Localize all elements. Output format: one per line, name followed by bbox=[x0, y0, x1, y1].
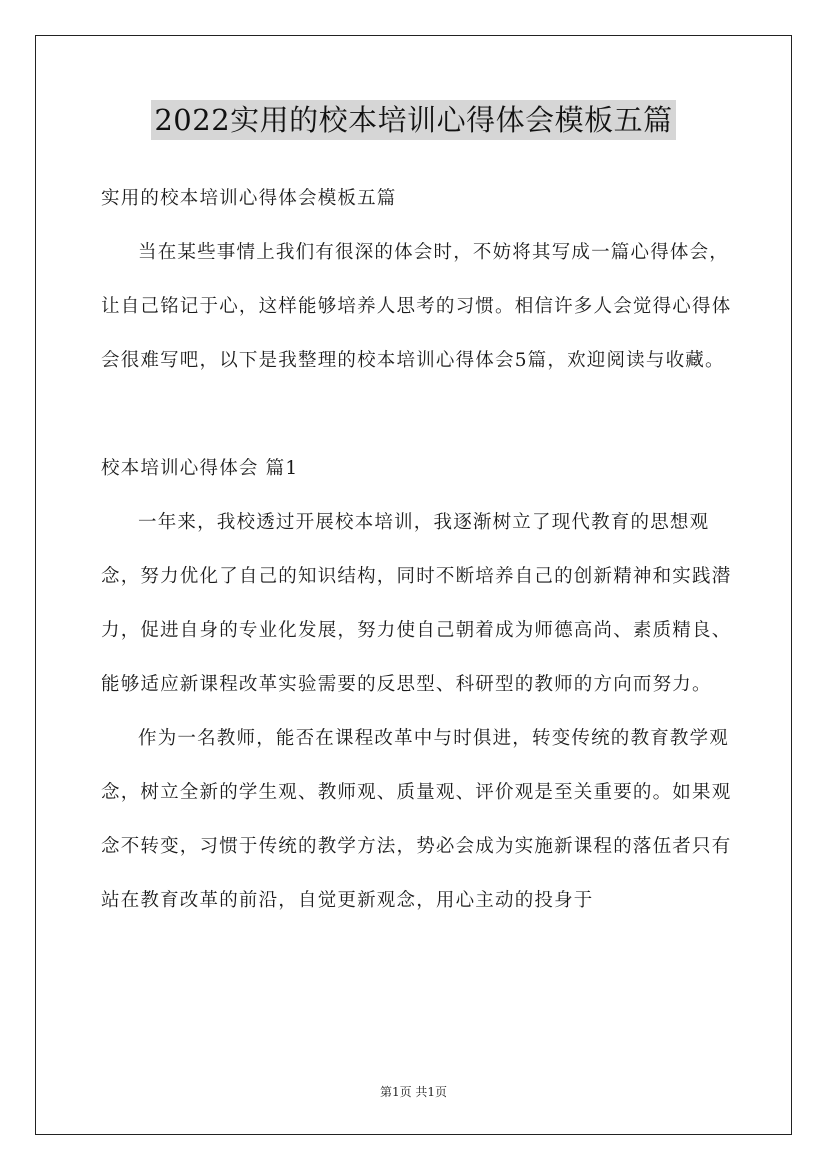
document-subtitle: 实用的校本培训心得体会模板五篇 bbox=[101, 188, 397, 209]
body-paragraph-2: 作为一名教师，能否在课程改革中与时俱进，转变传统的教育教学观念，树立全新的学生观、教师观、质量观、评价观是至关重要的。如果观念不转变，习惯于传统的教学方法，势必会成为实施新课程的落伍者只有站在教育改革的前沿，自觉更新观念，用心主动的投身于 bbox=[101, 728, 732, 911]
intro-paragraph: 当在某些事情上我们有很深的体会时，不妨将其写成一篇心得体会，让自己铭记于心，这样能够培养人思考的习惯。相信许多人会觉得心得体会很难写吧，以下是我整理的校本培训心得体会5篇，欢迎阅读与收藏。 bbox=[101, 242, 732, 371]
document-body bbox=[101, 172, 741, 928]
section-heading: 校本培训心得体会 篇1 bbox=[101, 458, 299, 479]
page-number-label: 第1页 共1页 bbox=[379, 1085, 448, 1099]
paragraph-spacer bbox=[101, 388, 741, 442]
body-paragraph-1: 一年来，我校透过开展校本培训，我逐渐树立了现代教育的思想观念，努力优化了自己的知识结构，同时不断培养自己的创新精神和实践潜力，促进自身的专业化发展，努力使自己朝着成为师德高尚、素质精良、能够适应新课程改革实验需要的反思型、科研型的教师的方向而努力。 bbox=[101, 512, 732, 695]
page-footer bbox=[0, 1083, 827, 1100]
document-title: 2022实用的校本培训心得体会模板五篇 bbox=[151, 100, 675, 140]
title-container bbox=[0, 100, 827, 140]
